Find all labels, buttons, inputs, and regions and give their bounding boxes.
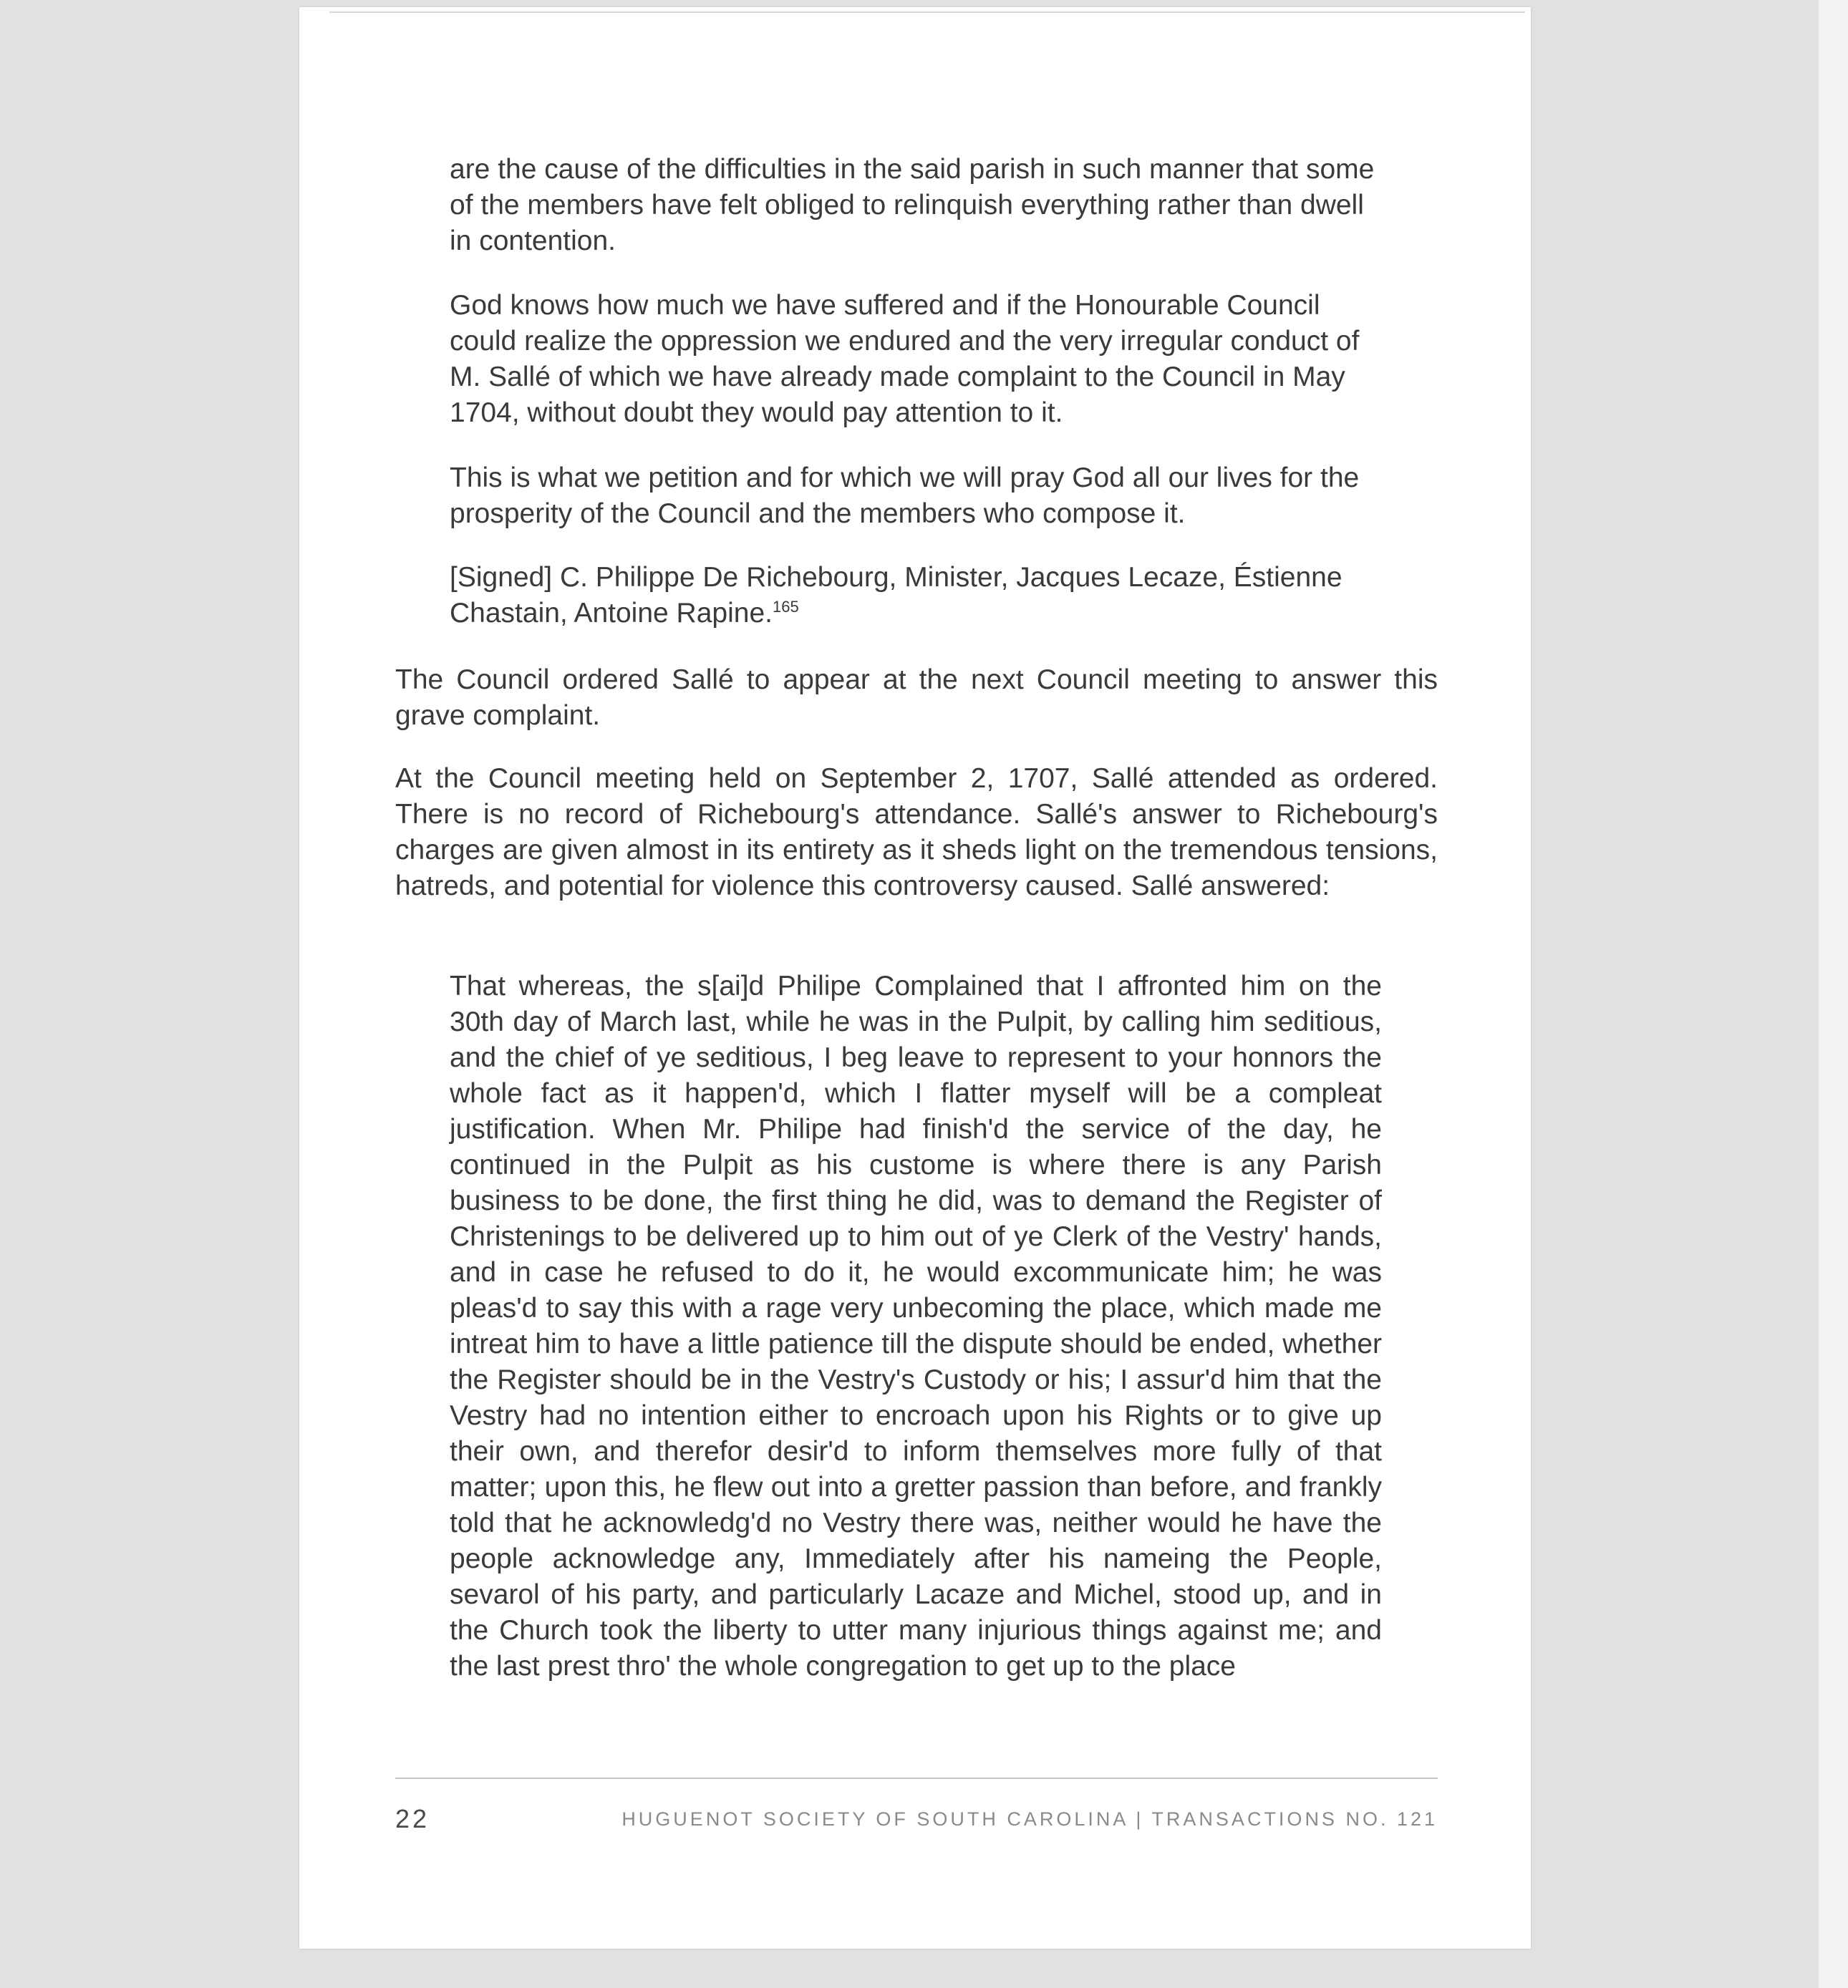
page-top-edge: [329, 11, 1525, 13]
page-number: 22: [395, 1804, 430, 1833]
quote-paragraph-3: This is what we petition and for which we will pray God all our lives for the prosperity of the Council and the members who compose it.: [450, 462, 1360, 529]
quote-paragraph-1: are the cause of the difficulties in the said parish in such manner that some of the members have felt obliged to relinquish everything rather than dwell in contention.: [450, 154, 1375, 256]
scan-background-strip: [1819, 0, 1848, 1988]
footer-rule: [395, 1778, 1438, 1779]
quote-signature: [450, 560, 1382, 631]
body-paragraph-1: The Council ordered Sallé to appear at the next Council meeting to answer this grave complaint.: [395, 664, 1438, 731]
quote-block-salle-answer: That whereas, the s[ai]d Philipe Complained that I affronted him on the 30th day of March last, while he was in the Pulpit, by calling him seditious, and the chief of ye seditious, I beg leave to represent to your honnors the whole fact as it happen'd, which I flatter myself will be a compleat justification. When Mr. Philipe had finish'd the service of the day, he continued in the Pulpit as his custome is where there is any Parish business to be done, the first thing he did, was to demand the Register of Christenings to be delivered up to him out of ye Clerk of the Vestry' hands, and in case he refused to do it, he would excommunicate him; he was pleas'd to say this with a rage very unbecoming the place, which made me intreat him to have a little patience till the dispute should be ended, whether the Register should be in the Vestry's Custody or his; I assur'd him that the Vestry had no intention either to encroach upon his Rights or to give up their own, and therefor desir'd to inform themselves more fully of that matter; upon this, he flew out into a gretter passion than before, and frankly told that he acknowledg'd no Vestry there was, neither would he have the people acknowledge any, Immediately after his nameing the People, sevarol of his party, and particularly Lacaze and Michel, stood up, and in the Church took the liberty to utter many injurious things against me; and the last prest thro' the whole congregation to get up to the place: [450, 971, 1382, 1682]
body-paragraph-2: At the Council meeting held on September 2, 1707, Sallé attended as ordered. There is no record of Richebourg's attendance. Sallé's answer to Richebourg's charges are given almost in its entirety as it sheds light on the tremendous tensions, hatreds, and potential for violence this controversy caused. Sallé answered:: [395, 763, 1438, 901]
signature-text: [Signed] C. Philippe De Richebourg, Minister, Jacques Lecaze, Éstienne Chastain, Antoine Rapine.: [450, 562, 1343, 629]
footnote-reference: 165: [772, 598, 799, 616]
quote-paragraph-2: God knows how much we have suffered and if the Honourable Council could realize the oppression we endured and the very irregular conduct of M. Sallé of which we have already made complaint to the Council in May 1704, without doubt they would pay attention to it.: [450, 290, 1360, 428]
running-footer-title: HUGUENOT SOCIETY OF SOUTH CAROLINA | TRANSACTIONS NO. 121: [621, 1808, 1438, 1830]
